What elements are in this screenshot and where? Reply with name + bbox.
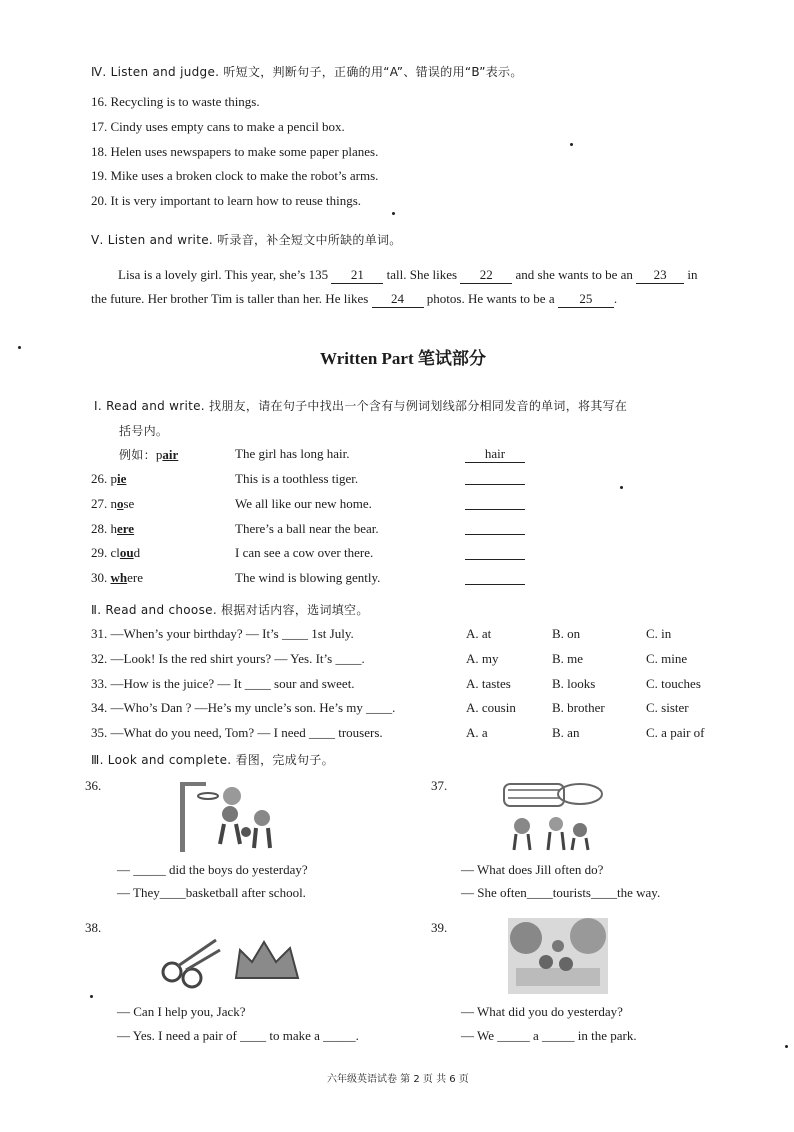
section-1-header-cont: 括号内。 — [119, 424, 169, 438]
basketball-boys-picture — [172, 774, 292, 854]
scan-speck — [90, 995, 93, 998]
list-item: 35. —What do you need, Tom? — I need ____ trousers. — [91, 725, 383, 740]
list-item: 19. Mike uses a broken clock to make the robot’s arms. — [91, 168, 379, 183]
list-item: 20. It is very important to learn how to reuse things. — [91, 193, 362, 208]
list-item: 27. nose — [91, 496, 135, 511]
blank-23[interactable]: 23 — [636, 267, 684, 284]
option-a[interactable]: A. tastes — [466, 676, 511, 691]
section-2-header: Ⅱ. Read and choose. 根据对话内容，选词填空。 — [91, 603, 369, 617]
option-c[interactable]: C. in — [646, 626, 672, 641]
dialog-line: — Can I help you, Jack? — [117, 1004, 246, 1019]
question-number: 39. — [431, 920, 448, 935]
option-c[interactable]: C. mine — [646, 651, 688, 666]
dialog-line: — What does Jill often do? — [461, 862, 604, 877]
crown-icon — [232, 938, 304, 984]
example-answer: hair — [465, 446, 525, 463]
question-number: 37. — [431, 778, 448, 793]
list-item: 18. Helen uses newspapers to make some paper planes. — [91, 144, 379, 159]
option-a[interactable]: A. cousin — [466, 700, 516, 715]
sentence: The wind is blowing gently. — [235, 570, 381, 585]
answer-blank-27[interactable] — [465, 509, 525, 510]
sentence: This is a toothless tiger. — [235, 471, 359, 486]
passage-line-2: the future. Her brother Tim is taller than her. He likes 24 photos. He wants to be a 25 . — [91, 291, 618, 306]
list-item: 29. cloud — [91, 545, 141, 560]
question-number: 36. — [85, 778, 102, 793]
option-b[interactable]: B. brother — [552, 700, 605, 715]
dialog-line: — She often____tourists____the way. — [461, 885, 661, 900]
page-title: Written Part 笔试部分 — [320, 349, 486, 368]
option-c[interactable]: C. sister — [646, 700, 689, 715]
option-c[interactable]: C. a pair of — [646, 725, 705, 740]
option-b[interactable]: B. looks — [552, 676, 596, 691]
option-b[interactable]: B. on — [552, 626, 581, 641]
dialog-line: — Yes. I need a pair of ____ to make a _____. — [117, 1028, 359, 1043]
list-item: 16. Recycling is to waste things. — [91, 94, 260, 109]
blank-25[interactable]: 25 — [558, 291, 614, 308]
answer-blank-29[interactable] — [465, 559, 525, 560]
scan-speck — [570, 143, 573, 146]
section-4-header: Ⅳ. Listen and judge. 听短文，判断句子，正确的用“A”、错误的用“B”表示。 — [91, 65, 523, 79]
page-footer: 六年级英语试卷 第 2 页 共 6 页 — [327, 1074, 469, 1085]
list-item: 33. —How is the juice? — It ____ sour and sweet. — [91, 676, 355, 691]
list-item: 34. —Who’s Dan ? —He’s my uncle’s son. He’s my ____. — [91, 700, 396, 715]
scan-speck — [785, 1045, 788, 1048]
option-b[interactable]: B. me — [552, 651, 584, 666]
answer-blank-26[interactable] — [465, 484, 525, 485]
example-sentence: The girl has long hair. — [235, 446, 350, 461]
scan-speck — [392, 212, 395, 215]
park-picnic-picture — [506, 916, 610, 996]
answer-blank-30[interactable] — [465, 584, 525, 585]
tourist-directions-picture — [500, 774, 610, 852]
list-item: 26. pie — [91, 471, 127, 486]
dialog-line: — We _____ a _____ in the park. — [461, 1028, 637, 1043]
answer-blank-28[interactable] — [465, 534, 525, 535]
scissors-icon — [158, 934, 224, 990]
scan-speck — [18, 346, 21, 349]
scan-speck — [620, 486, 623, 489]
question-number: 38. — [85, 920, 102, 935]
section-1-header: Ⅰ. Read and write. 找朋友，请在句子中找出一个含有与例词划线部分相同发音的单词，将其写在 — [94, 399, 628, 413]
example-word: 例如：pair — [119, 447, 179, 462]
dialog-line: — What did you do yesterday? — [461, 1004, 623, 1019]
dialog-line: — They____basketball after school. — [117, 885, 306, 900]
list-item: 28. here — [91, 521, 135, 536]
passage-line-1: Lisa is a lovely girl. This year, she’s 135 21 tall. She likes 22 and she wants to be an 23 in — [118, 267, 698, 282]
option-a[interactable]: A. a — [466, 725, 488, 740]
sentence: We all like our new home. — [235, 496, 372, 511]
blank-21[interactable]: 21 — [331, 267, 383, 284]
list-item: 32. —Look! Is the red shirt yours? — Yes. It’s ____. — [91, 651, 365, 666]
option-a[interactable]: A. at — [466, 626, 492, 641]
option-b[interactable]: B. an — [552, 725, 580, 740]
section-5-header: Ⅴ. Listen and write. 听录音，补全短文中所缺的单词。 — [91, 233, 402, 247]
list-item: 30. where — [91, 570, 143, 585]
list-item: 31. —When’s your birthday? — It’s ____ 1st July. — [91, 626, 354, 641]
blank-24[interactable]: 24 — [372, 291, 424, 308]
dialog-line: — _____ did the boys do yesterday? — [117, 862, 308, 877]
sentence: There’s a ball near the bear. — [235, 521, 379, 536]
list-item: 17. Cindy uses empty cans to make a pencil box. — [91, 119, 345, 134]
option-a[interactable]: A. my — [466, 651, 499, 666]
option-c[interactable]: C. touches — [646, 676, 701, 691]
sentence: I can see a cow over there. — [235, 545, 374, 560]
section-3-header: Ⅲ. Look and complete. 看图，完成句子。 — [91, 753, 334, 767]
blank-22[interactable]: 22 — [460, 267, 512, 284]
